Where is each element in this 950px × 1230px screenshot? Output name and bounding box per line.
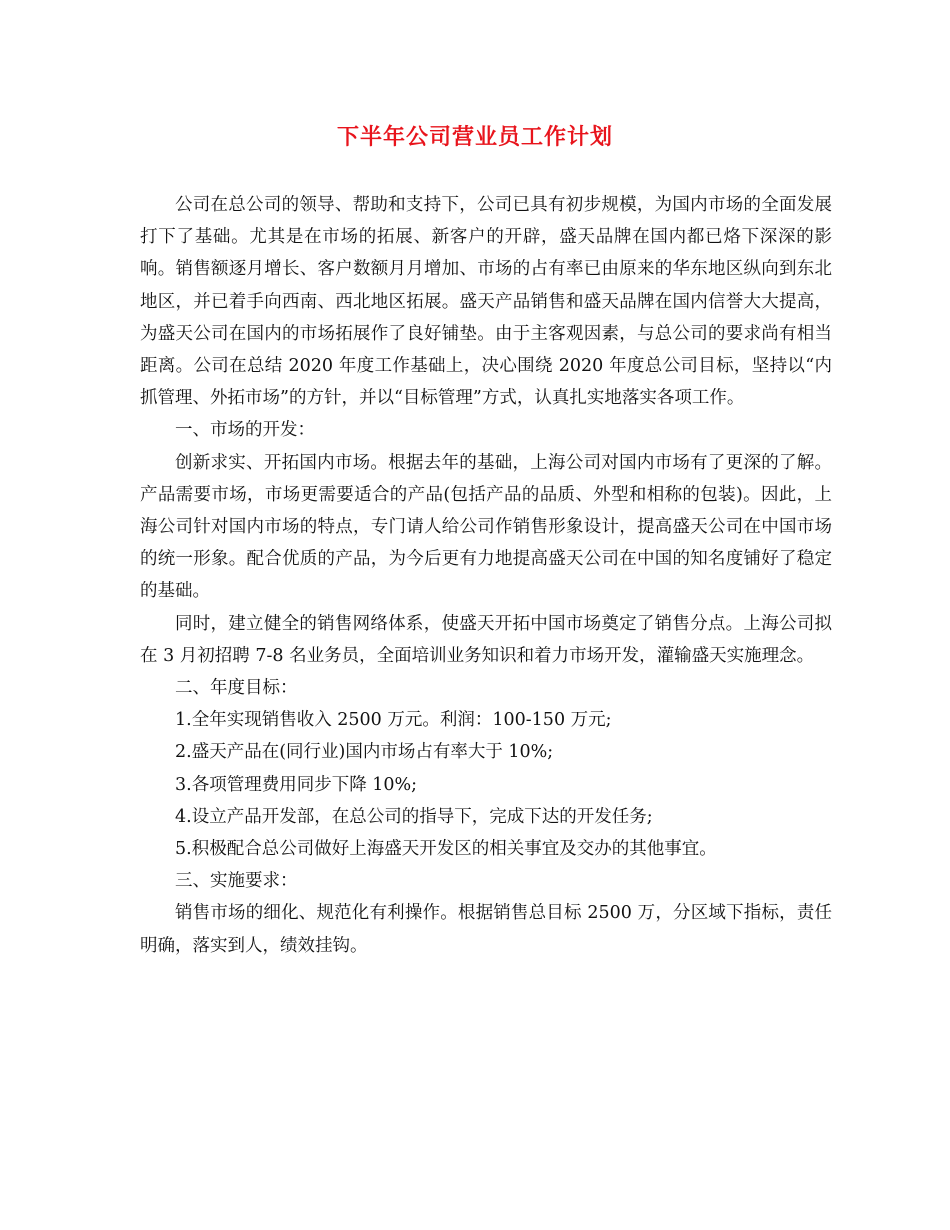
document-body <box>140 189 832 962</box>
document-title: 下半年公司营业员工作计划 <box>336 125 613 150</box>
paragraph-intro: 公司在总公司的领导、帮助和支持下，公司已具有初步规模，为国内市场的全面发展打下了基础。尤其是在市场的拓展、新客户的开辟，盛天品牌在国内都已烙下深深的影响。销售额逐月增长、客户数额月月增加、市场的占有率已由原来的华东地区纵向到东北地区，并已着手向西南、西北地区拓展。盛天产品销售和盛天品牌在国内信誉大大提高，为盛天公司在国内的市场拓展作了良好铺垫。由于主客观因素，与总公司的要求尚有相当距离。公司在总结 2020 年度工作基础上，决心围绕 2020 年度总公司目标，坚持以“内抓管理、外拓市场”的方针，并以“目标管理”方式，认真扎实地落实各项工作。 <box>140 195 832 409</box>
goal-item-3: 3.各项管理费用同步下降 10%; <box>175 774 418 795</box>
goal-item-2: 2.盛天产品在(同行业)国内市场占有率大于 10%; <box>175 742 554 763</box>
section-heading-annual-goals: 二、年度目标： <box>175 678 298 699</box>
paragraph-market-development: 创新求实、开拓国内市场。根据去年的基础，上海公司对国内市场有了更深的了解。产品需要市场，市场更需要适合的产品(包括产品的品质、外型和相称的包装)。因此，上海公司针对国内市场的特点，专门请人给公司作销售形象设计，提高盛天公司在中国市场的统一形象。配合优质的产品，为今后更有力地提高盛天公司在中国的知名度铺好了稳定的基础。 <box>140 452 832 602</box>
paragraph-implementation: 销售市场的细化、规范化有利操作。根据销售总目标 2500 万，分区域下指标，责任明确，落实到人，绩效挂钩。 <box>140 903 832 956</box>
section-heading-market-development: 一、市场的开发： <box>175 420 315 441</box>
goal-item-4: 4.设立产品开发部，在总公司的指导下，完成下达的开发任务; <box>175 806 653 827</box>
paragraph-sales-network: 同时，建立健全的销售网络体系，使盛天开拓中国市场奠定了销售分点。上海公司拟在 3 月初招聘 7-8 名业务员，全面培训业务知识和着力市场开发，灌输盛天实施理念。 <box>140 613 832 666</box>
goal-item-5: 5.积极配合总公司做好上海盛天开发区的相关事宜及交办的其他事宜。 <box>175 839 717 860</box>
goal-item-1: 1.全年实现销售收入 2500 万元。利润：100-150 万元; <box>175 710 612 731</box>
section-heading-implementation: 三、实施要求： <box>175 871 298 892</box>
